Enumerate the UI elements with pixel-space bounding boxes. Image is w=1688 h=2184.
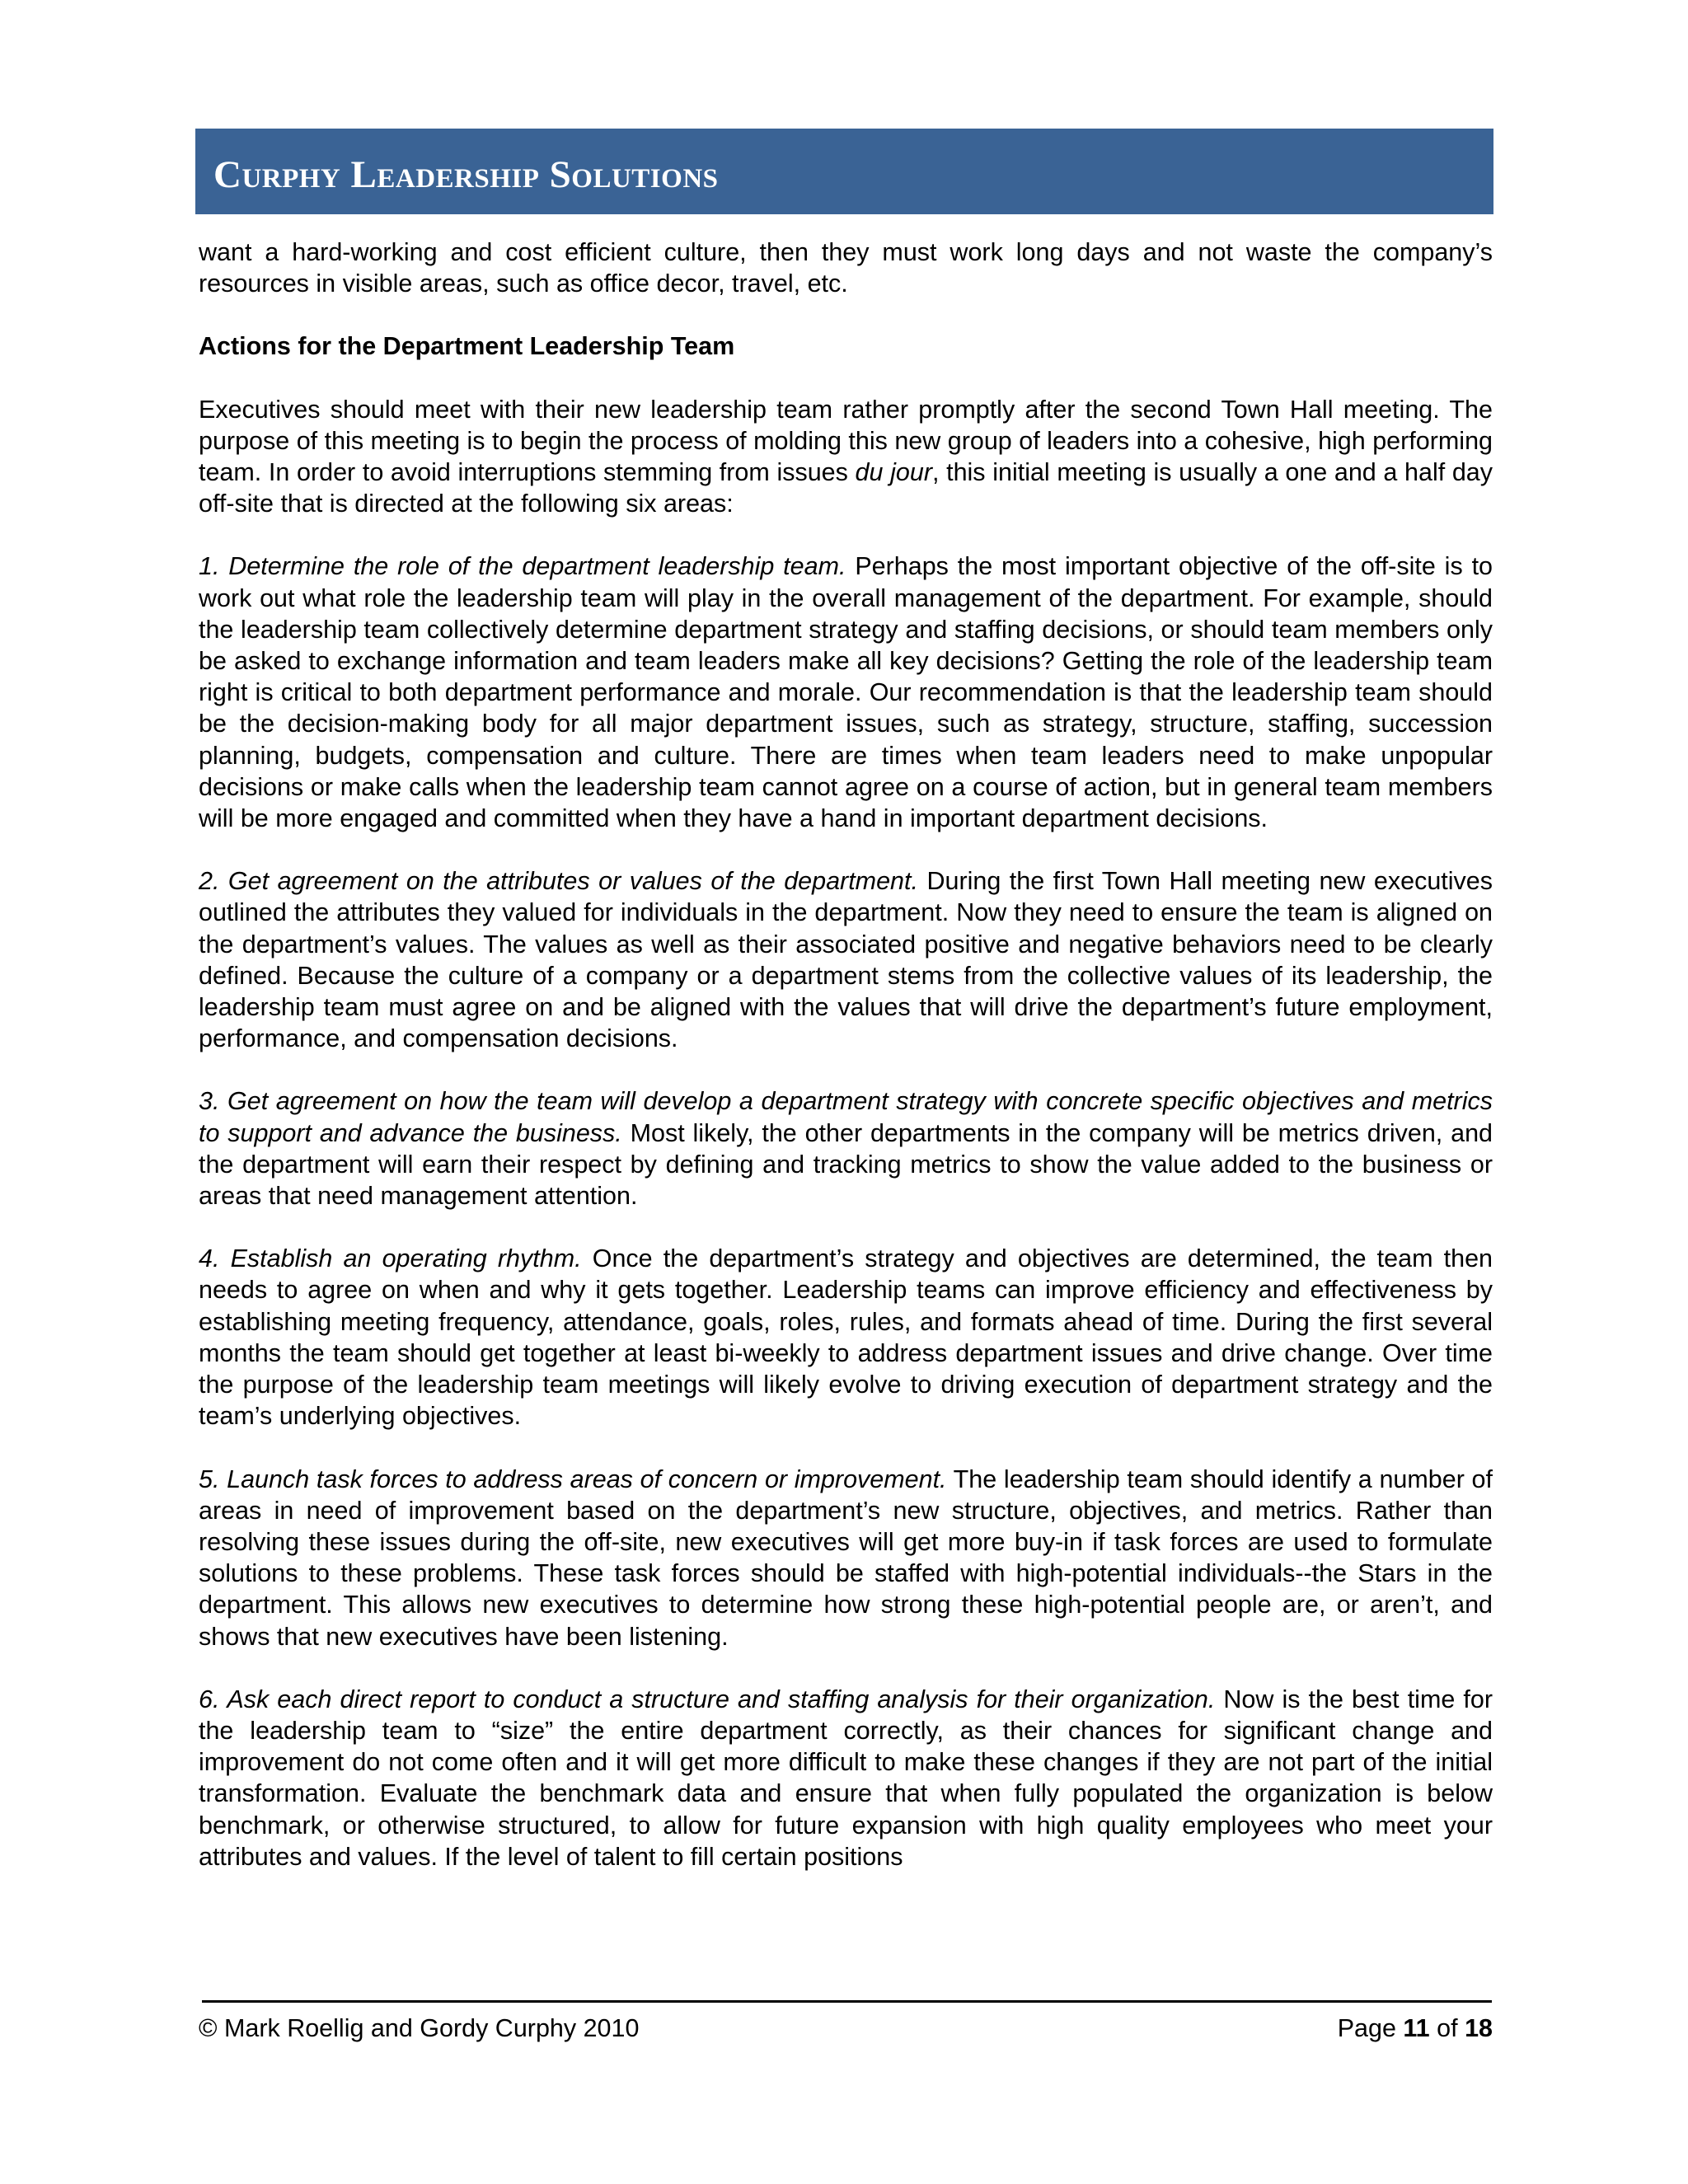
item-body: Perhaps the most important objective of the off-site is to work out what role the leadership team will play in the overall management of the department. For example, should the leadership team collectively determine department strategy and staffing decisions, or should team members only be asked to exchange information and team leaders make all key decisions? Getting the role of the leadership team right is critical to both department performance and morale. Our recommendation is that the leadership team should be the decision-making body for all major department issues, such as strategy, structure, staffing, succession planning, budgets, compensation and culture. There are times when team leaders need to make unpopular decisions or make calls when the leadership team cannot agree on a course of action, but in general team members will be more engaged and committed when they have a hand in important department decisions.: [199, 552, 1493, 833]
footer-divider: [202, 2000, 1492, 2003]
item-body: The leadership team should identify a number of areas in need of improvement based on the department’s new structure, objectives, and metrics. Rather than resolving these issues during the off-site, new executives will get more buy-in if task forces are used to formulate solutions to these problems. These task forces should be staffed with high-potential individuals--the Stars in the department. This allows new executives to determine how strong these high-potential people are, or aren’t, and shows that new executives have been listening.: [199, 1465, 1493, 1651]
document-body: [199, 237, 1493, 1904]
opening-text-after: , this initial meeting is usually a one and a half day off-site that is directed at the following six areas:: [199, 458, 1493, 518]
brand-title: Curphy Leadership Solutions: [213, 153, 719, 196]
item-body: Once the department’s strategy and objectives are determined, the team then needs to agree on when and why it gets together. Leadership teams can improve efficiency and effectiveness by establishing meeting frequency, attendance, goals, roles, rules, and formats ahead of time. During the first several months the team should get together at least bi-weekly to address department issues and drive change. Over time the purpose of the leadership team meetings will likely evolve to driving execution of department strategy and the team’s underlying objectives.: [199, 1244, 1493, 1431]
item-title: 2. Get agreement on the attributes or values of the department.: [199, 867, 918, 896]
page-total: 18: [1465, 2014, 1493, 2042]
list-item-6: [199, 1684, 1493, 1872]
section-heading: Actions for the Department Leadership Team: [199, 332, 735, 361]
item-title: 4. Establish an operating rhythm.: [199, 1244, 582, 1273]
copyright-text: © Mark Roellig and Gordy Curphy 2010: [199, 2014, 640, 2042]
page-number: [1338, 2013, 1493, 2044]
page-label: Page: [1337, 2014, 1396, 2042]
header-banner: [195, 129, 1493, 214]
page-footer: [199, 2013, 1493, 2044]
of-label: of: [1437, 2014, 1458, 2042]
list-item-3: [199, 1085, 1493, 1212]
item-title: 6. Ask each direct report to conduct a structure and staffing analysis for their organization.: [199, 1685, 1216, 1713]
item-title: 3. Get agreement on how the team will develop a department strategy with concrete specific objectives and metrics to support and advance the business.: [199, 1087, 1493, 1147]
opening-text-before: Executives should meet with their new leadership team rather promptly after the second Town Hall meeting. The purpose of this meeting is to begin the process of molding this new group of leaders into a cohesive, high performing team. In order to avoid interruptions stemming from issues: [199, 395, 1493, 487]
list-item-2: [199, 865, 1493, 1054]
item-body: Most likely, the other departments in the company will be metrics driven, and the department will earn their respect by defining and tracking metrics to show the value added to the business or areas that need management attention.: [199, 1118, 1493, 1211]
list-item-1: [199, 551, 1493, 834]
intro-paragraph: want a hard-working and cost efficient culture, then they must work long days and not waste the company’s resources in visible areas, such as office decor, travel, etc.: [199, 238, 1493, 298]
page-current: 11: [1403, 2014, 1430, 2042]
item-title: 5. Launch task forces to address areas of concern or improvement.: [199, 1465, 947, 1493]
opening-emphasis: du jour: [855, 458, 932, 487]
opening-paragraph: [199, 394, 1493, 520]
list-item-5: [199, 1464, 1493, 1652]
item-body: During the first Town Hall meeting new executives outlined the attributes they valued for individuals in the department. Now they need to ensure the team is aligned on the department’s values. The values as well as their associated positive and negative behaviors need to be clearly defined. Because the culture of a company or a department stems from the collective values of its leadership, the leadership team must agree on and be aligned with the values that will drive the department’s future employment, performance, and compensation decisions.: [199, 867, 1493, 1053]
list-item-4: [199, 1243, 1493, 1432]
item-body: Now is the best time for the leadership team to “size” the entire department correctly, as their chances for significant change and improvement do not come often and it will get more difficult to make these changes if they are not part of the initial transformation. Evaluate the benchmark data and ensure that when fully populated the organization is below benchmark, or otherwise structured, to allow for future expansion with high quality employees who meet your attributes and values. If the level of talent to fill certain positions: [199, 1685, 1493, 1871]
item-title: 1. Determine the role of the department leadership team.: [199, 552, 846, 581]
